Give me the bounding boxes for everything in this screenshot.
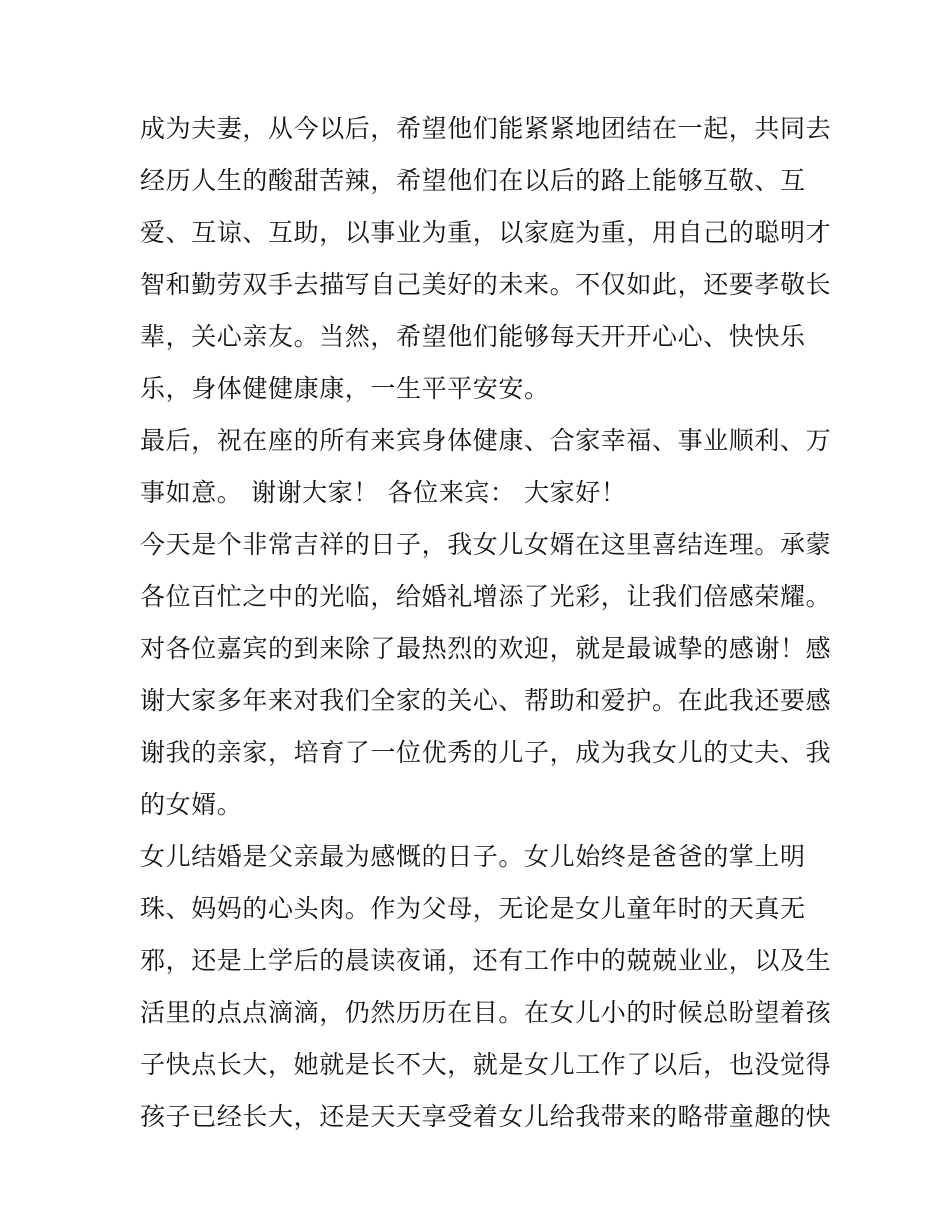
text-line: 各位百忙之中的光临，给婚礼增添了光彩，让我们倍感荣耀。 — [140, 582, 832, 611]
text-line: 事如意。 谢谢大家！ 各位来宾： 大家好！ — [140, 478, 627, 507]
text-line: 乐，身体健健康康，一生平平安安。 — [140, 374, 550, 403]
text-line: 谢大家多年来对我们全家的关心、帮助和爱护。在此我还要感 — [140, 686, 832, 715]
text-line: 珠、妈妈的心头肉。作为父母，无论是女儿童年时的天真无 — [140, 894, 806, 923]
document-body — [140, 103, 832, 1143]
text-line: 爱、互谅、互助，以事业为重，以家庭为重，用自己的聪明才 — [140, 218, 832, 247]
text-line: 智和勤劳双手去描写自己美好的未来。不仅如此，还要孝敬长 — [140, 270, 832, 299]
text-line: 今天是个非常吉祥的日子，我女儿女婿在这里喜结连理。承蒙 — [140, 530, 832, 559]
text-line: 子快点长大，她就是长不大，就是女儿工作了以后，也没觉得 — [140, 1050, 832, 1079]
text-line: 邪，还是上学后的晨读夜诵，还有工作中的兢兢业业，以及生 — [140, 946, 832, 975]
text-line: 经历人生的酸甜苦辣，希望他们在以后的路上能够互敬、互 — [140, 166, 806, 195]
text-line: 女儿结婚是父亲最为感慨的日子。女儿始终是爸爸的掌上明 — [140, 842, 806, 871]
text-line: 最后，祝在座的所有来宾身体健康、合家幸福、事业顺利、万 — [140, 426, 832, 455]
text-line: 的女婿。 — [140, 790, 243, 819]
text-line: 孩子已经长大，还是天天享受着女儿给我带来的略带童趣的快 — [140, 1102, 832, 1131]
text-line: 辈，关心亲友。当然，希望他们能够每天开开心心、快快乐 — [140, 322, 806, 351]
text-line: 对各位嘉宾的到来除了最热烈的欢迎，就是最诚挚的感谢！感 — [140, 634, 832, 663]
text-line: 谢我的亲家，培育了一位优秀的儿子，成为我女儿的丈夫、我 — [140, 738, 832, 767]
text-line: 成为夫妻，从今以后，希望他们能紧紧地团结在一起，共同去 — [140, 114, 832, 143]
text-line: 活里的点点滴滴，仍然历历在目。在女儿小的时候总盼望着孩 — [140, 998, 832, 1027]
